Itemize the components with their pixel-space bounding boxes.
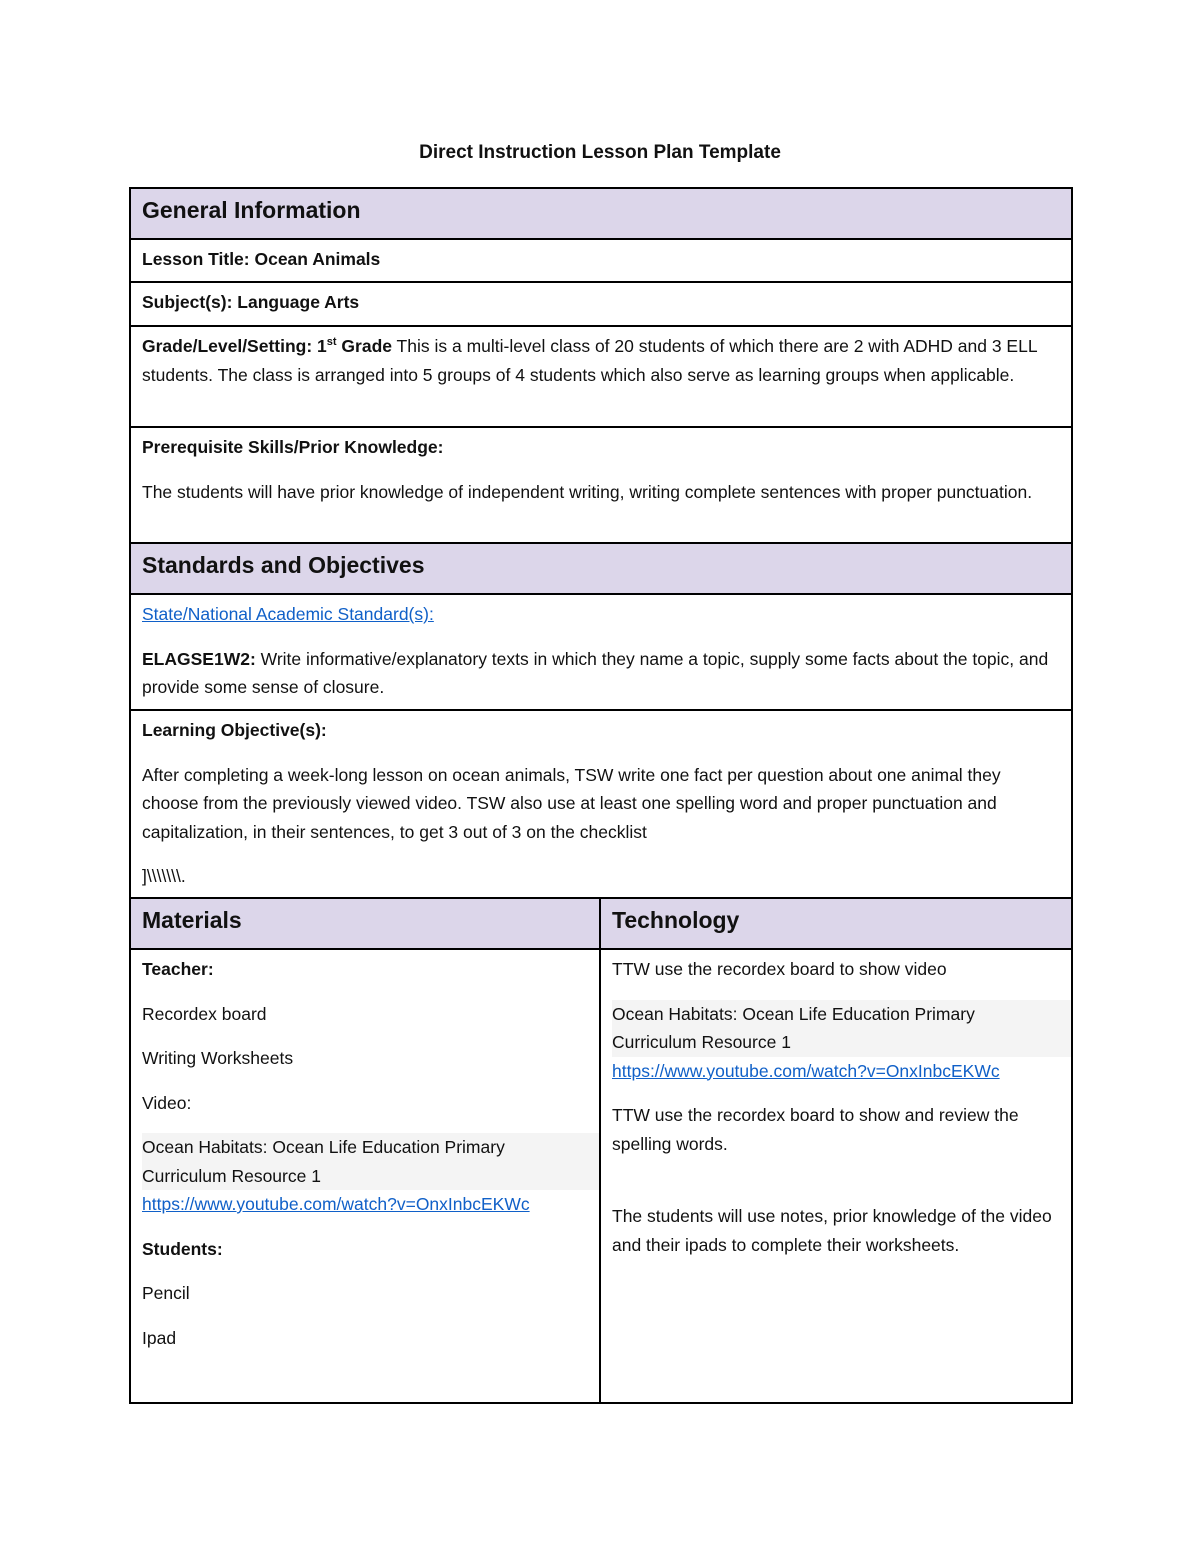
students-label: Students: [142,1238,223,1259]
materials-header: Materials [130,898,600,949]
student-item: Ipad [142,1327,177,1348]
teacher-item: Writing Worksheets [142,1048,294,1068]
materials-video-title: Ocean Habitats: Ocean Life Education Primary Curriculum Resource 1 [142,1137,505,1186]
subject-row [130,282,1072,326]
technology-line-2: TTW use the recordex board to show and review the spelling words. [612,1105,1019,1154]
grade-row [130,326,1072,427]
subject: Subject(s): Language Arts [142,292,360,312]
objective-text: After completing a week-long lesson on ocean animals, TSW write one fact per question about one animal they choose from the previously viewed video. TSW also use at least one spelling word and proper punctuation and capitalization, in their sentences, to get 3 out of 3 on the checklist [142,764,1001,842]
student-item: Pencil [142,1283,190,1303]
standards-row [130,594,1072,710]
technology-video-link[interactable]: https://www.youtube.com/watch?v=OnxInbcEKWc [612,1060,1000,1081]
materials-technology-header-row [130,898,1072,949]
teacher-label: Teacher: [142,959,214,979]
document-title: Direct Instruction Lesson Plan Template [419,142,781,163]
prereq-text: The students will have prior knowledge of independent writing, writing complete sentences with proper punctuation. [142,481,1033,502]
standards-link[interactable]: State/National Academic Standard(s): [142,604,434,624]
objective-label: Learning Objective(s): [142,720,327,740]
technology-line-3: The students will use notes, prior knowledge of the video and their ipads to complete their worksheets. [612,1206,1052,1255]
materials-cell [130,949,600,1403]
materials-technology-row [130,949,1072,1403]
standard-text: Write informative/explanatory texts in which they name a topic, supply some facts about the topic, and provide some sense of closure. [142,648,1049,697]
teacher-item: Recordex board [142,1003,267,1024]
technology-line-1: TTW use the recordex board to show video [612,959,947,979]
teacher-item: Video: [142,1092,192,1113]
grade-label: Grade/Level/Setting: 1st Grade [142,336,393,356]
general-info-header-row [130,188,1072,239]
standard-code: ELAGSE1W2: [142,648,256,669]
technology-cell [600,949,1072,1403]
grade-description: This is a multi-level class of 20 students of which there are 2 with ADHD and 3 ELL students. The class is arranged into 5 groups of 4 students which also serve as learning groups when applicable. [142,336,1037,385]
objectives-row [130,710,1072,898]
objective-tail: ]\\\\\\\. [142,866,186,886]
standards-header: Standards and Objectives [130,543,1072,594]
lesson-title-row [130,239,1072,282]
lesson-plan-table [129,187,1073,1404]
lesson-title: Lesson Title: Ocean Animals [142,249,381,269]
technology-video-title: Ocean Habitats: Ocean Life Education Primary Curriculum Resource 1 [612,1003,975,1052]
technology-header: Technology [600,898,1072,949]
prereq-label: Prerequisite Skills/Prior Knowledge: [142,437,444,457]
general-info-header: General Information [130,188,1072,239]
standards-header-row [130,543,1072,594]
grade-superscript: st [326,336,337,349]
materials-video-link[interactable]: https://www.youtube.com/watch?v=OnxInbcEKWc [142,1194,530,1214]
prereq-row [130,427,1072,543]
